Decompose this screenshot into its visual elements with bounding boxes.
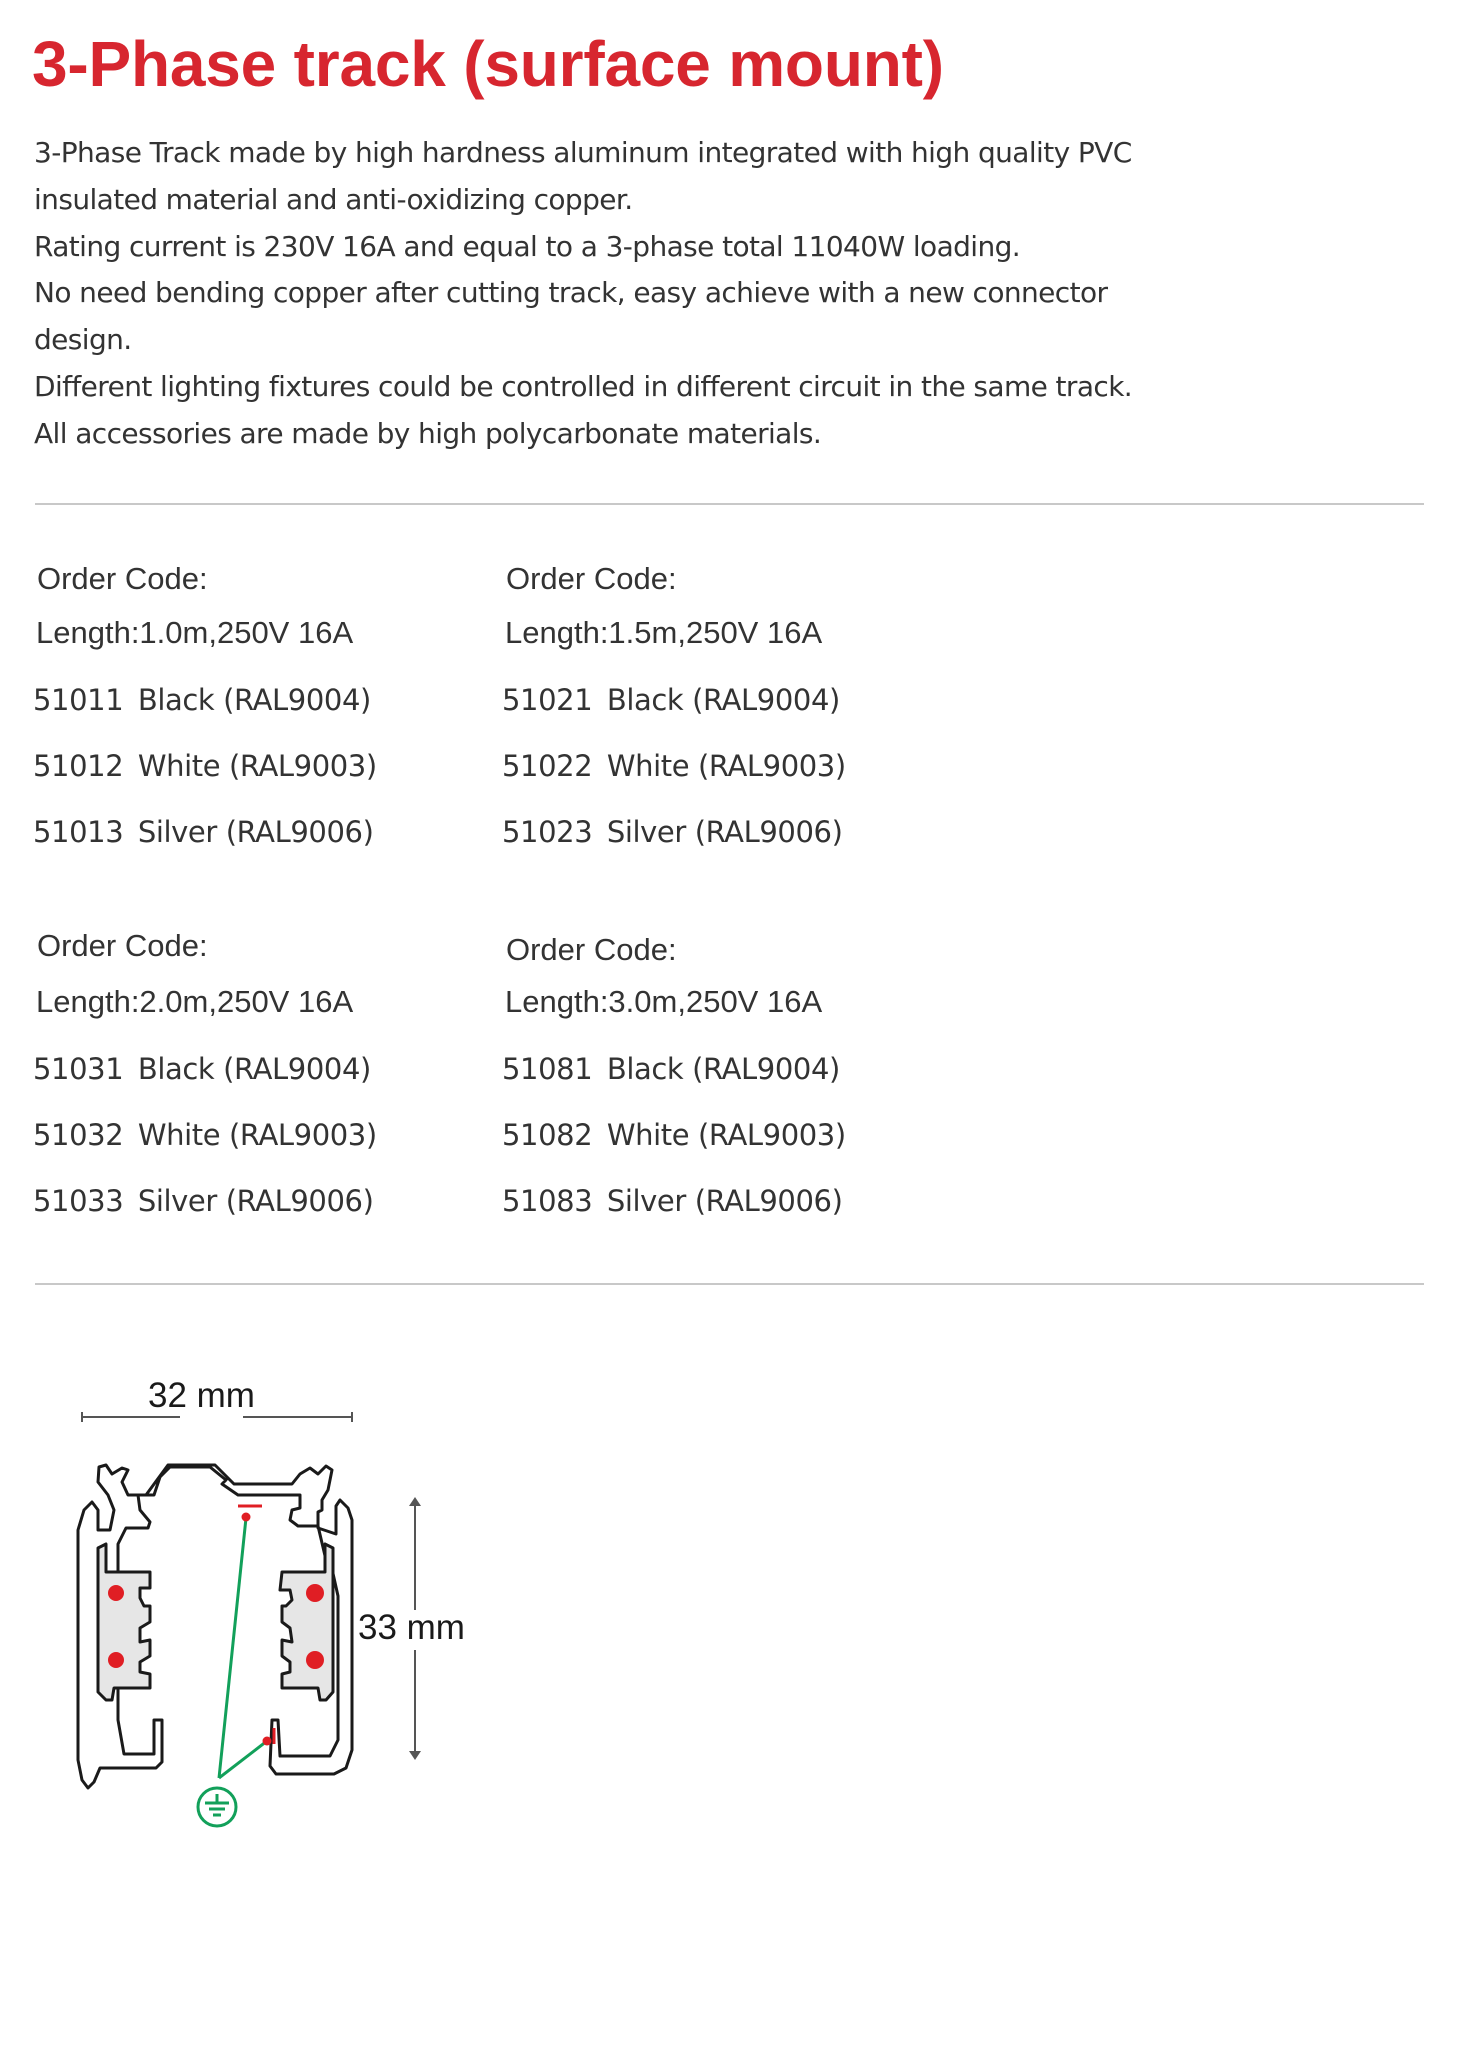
order-item-code: 51083	[502, 1184, 593, 1218]
order-item-code: 51081	[502, 1052, 593, 1086]
order-item-color: Silver (RAL9006)	[137, 815, 374, 849]
order-item-color: Silver (RAL9006)	[606, 815, 843, 849]
order-code-heading: Order Code:	[506, 932, 677, 967]
order-item-color: Silver (RAL9006)	[137, 1184, 374, 1218]
order-code-heading: Order Code:	[506, 561, 677, 596]
description-line: Different lighting fixtures could be controlled in different circuit in the same track.	[34, 369, 1133, 403]
order-item-code: 51032	[33, 1118, 124, 1152]
order-item-color: Black (RAL9004)	[606, 1052, 840, 1086]
page-title: 3-Phase track (surface mount)	[32, 28, 944, 100]
order-item-color: White (RAL9003)	[137, 1118, 377, 1152]
order-code-heading: Order Code:	[37, 928, 208, 963]
order-code-heading: Order Code:	[37, 561, 208, 596]
left-conductor-carrier	[98, 1544, 150, 1700]
order-length-spec: Length:3.0m,250V 16A	[505, 984, 823, 1019]
order-item-code: 51022	[502, 749, 593, 783]
protective-earth-icon	[198, 1788, 236, 1826]
order-item-color: Black (RAL9004)	[137, 1052, 371, 1086]
description-line: 3-Phase Track made by high hardness aluminum integrated with high quality PVC	[34, 136, 1132, 169]
order-item-color: White (RAL9003)	[137, 749, 377, 783]
order-item-color: Black (RAL9004)	[137, 683, 371, 717]
order-item-code: 51082	[502, 1118, 593, 1152]
order-item-color: Silver (RAL9006)	[606, 1184, 843, 1218]
order-item-code: 51013	[33, 815, 124, 849]
height-label: 33 mm	[358, 1608, 465, 1647]
width-label: 32 mm	[148, 1376, 255, 1415]
order-length-spec: Length:1.0m,250V 16A	[36, 615, 354, 650]
order-item-code: 51031	[33, 1052, 124, 1086]
description-line: insulated material and anti-oxidizing copper.	[34, 182, 633, 216]
order-item-color: White (RAL9003)	[606, 749, 846, 783]
order-item-code: 51033	[33, 1184, 124, 1218]
order-length-spec: Length:2.0m,250V 16A	[36, 984, 354, 1019]
order-item-code: 51021	[502, 683, 593, 717]
description-line: No need bending copper after cutting track, easy achieve with a new connector	[34, 276, 1108, 310]
order-item-color: White (RAL9003)	[606, 1118, 846, 1152]
description-line: Rating current is 230V 16A and equal to a 3-phase total 11040W loading.	[34, 229, 1021, 263]
order-item-code: 51011	[33, 683, 124, 717]
order-length-spec: Length:1.5m,250V 16A	[505, 615, 823, 650]
description-line: All accessories are made by high polycarbonate materials.	[34, 416, 822, 450]
earth-connection	[219, 1506, 274, 1778]
order-item-code: 51023	[502, 815, 593, 849]
right-conductor-carrier	[280, 1544, 333, 1700]
description-line: design.	[34, 323, 132, 357]
order-item-code: 51012	[33, 749, 124, 783]
order-item-color: Black (RAL9004)	[606, 683, 840, 717]
